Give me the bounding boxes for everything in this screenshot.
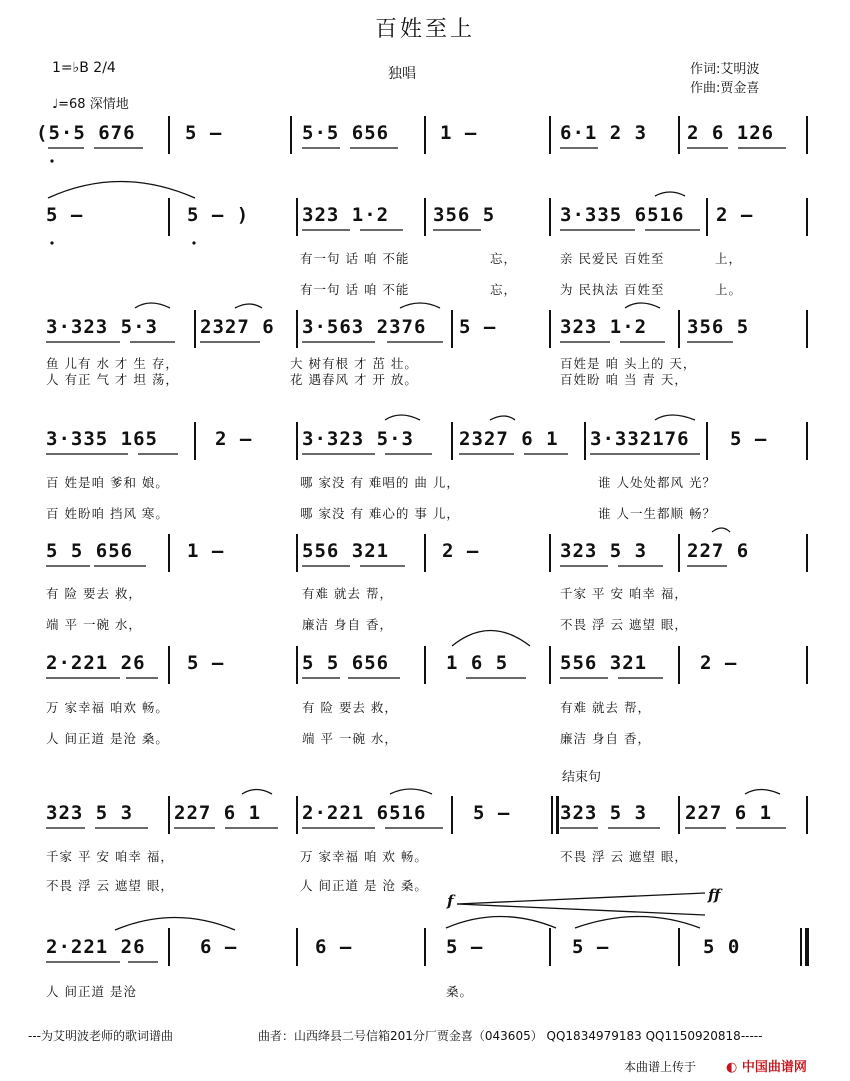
lyric-line: 为 民执法 百姓至 xyxy=(560,282,665,297)
composer-info: 曲者：山西绛县二号信箱201分厂贾金喜（043605） QQ1834979183 QQ1150920818----- xyxy=(258,1029,763,1043)
lyricist: 作词:艾明波 xyxy=(690,62,760,77)
lyric-line: 忘， xyxy=(490,251,518,266)
measure: 323 1·2 xyxy=(560,316,648,338)
lyric-line: 大 树有根 才 茁 壮。 xyxy=(290,356,418,371)
measure: 2 – xyxy=(716,204,754,226)
measure: 2·221 26 xyxy=(46,936,146,958)
measure: 2·221 6516 xyxy=(302,802,427,824)
lyric-line: 人 有正 气 才 坦 荡， xyxy=(46,372,179,387)
measure: 356 5 xyxy=(687,316,750,338)
lyric-line: 人 间正道 是 沧 桑。 xyxy=(300,878,428,893)
lyric-line: 不畏 浮 云 遮望 眼， xyxy=(560,617,688,632)
lyric-line: 百 姓盼咱 挡风 寒。 xyxy=(46,506,169,521)
lyric-line: 万 家幸福 咱 欢 畅。 xyxy=(300,849,428,864)
lyric-line: 上， xyxy=(715,251,743,266)
measure: 2 – xyxy=(700,652,738,674)
lyric-line: 有 险 要去 救， xyxy=(46,586,142,601)
measure: 5 – xyxy=(459,316,497,338)
lyric-line: 千家 平 安 咱幸 福， xyxy=(560,586,688,601)
lyric-line: 有 险 要去 救， xyxy=(302,700,398,715)
lyric-line: 千家 平 安 咱幸 福， xyxy=(46,849,174,864)
dynamic-forte: f xyxy=(447,892,454,910)
measure: 556 321 xyxy=(560,652,648,674)
dedication: ---为艾明波老师的歌词谱曲 xyxy=(28,1029,173,1043)
lyric-line: 不畏 浮 云 遮望 眼， xyxy=(46,878,174,893)
lyric-line: 万 家幸福 咱欢 畅。 xyxy=(46,700,169,715)
lyric-line: 不畏 浮 云 遮望 眼， xyxy=(560,849,688,864)
measure: 2 – xyxy=(215,428,253,450)
lyric-line: 百姓盼 咱 当 青 天， xyxy=(560,372,688,387)
lyric-line: 端 平 一碗 水， xyxy=(302,731,398,746)
tempo-marking: ♩=68 深情地 xyxy=(52,97,129,112)
measure: 5·5 656 xyxy=(302,122,390,144)
measure: 227 6 1 xyxy=(174,802,262,824)
measure: 5 – xyxy=(46,204,84,226)
lyric-line: 上。 xyxy=(715,282,743,297)
lyric-line: 鱼 儿有 水 才 生 存， xyxy=(46,356,179,371)
measure: 6 – xyxy=(200,936,238,958)
lyric-line: 人 间正道 是沧 桑。 xyxy=(46,731,169,746)
site-logo[interactable] xyxy=(726,1056,807,1075)
measure: 2327 6 xyxy=(200,316,275,338)
site-logo-text: 中国曲谱网 xyxy=(741,1060,807,1075)
measure: 5 – ) xyxy=(187,204,250,226)
composer: 作曲:贾金喜 xyxy=(690,81,760,96)
measure: 556 321 xyxy=(302,540,390,562)
measure: 3·323 5·3 xyxy=(46,316,158,338)
score-title: 百姓至上 xyxy=(374,17,475,42)
lyric-line: 有难 就去 帮， xyxy=(302,586,393,601)
lyric-line: 百姓是 咱 头上的 天， xyxy=(560,356,697,371)
lyric-line: 哪 家没 有 难心的 事 儿， xyxy=(300,506,460,521)
ending-marker: 结束句 xyxy=(562,770,602,785)
measure: 3·332176 xyxy=(590,428,690,450)
measure: 3·323 5·3 xyxy=(302,428,414,450)
lyric-line: 人 间正道 是沧 xyxy=(46,984,137,999)
measure: 323 5 3 xyxy=(560,540,648,562)
measure: 323 1·2 xyxy=(302,204,390,226)
lyric-line: 谁 人处处都风 光？ xyxy=(598,475,716,490)
measure: 227 6 1 xyxy=(685,802,773,824)
performance-mode: 独唱 xyxy=(388,66,416,82)
measure: (5·5 676 xyxy=(36,122,136,144)
lyric-line: 忘， xyxy=(490,282,518,297)
lyric-line: 百 姓是咱 爹和 娘。 xyxy=(46,475,169,490)
measure: 2 – xyxy=(442,540,480,562)
lyric-line: 廉洁 身自 香， xyxy=(560,731,651,746)
measure: 5 – xyxy=(185,122,223,144)
measure: 5 – xyxy=(473,802,511,824)
lyric-line: 有一句 话 咱 不能 xyxy=(300,282,410,297)
measure: 1 – xyxy=(440,122,478,144)
lyric-line: 桑。 xyxy=(446,984,474,999)
lyric-line: 端 平 一碗 水， xyxy=(46,617,142,632)
measure: 356 5 xyxy=(433,204,496,226)
lyric-line: 廉洁 身自 香， xyxy=(302,617,393,632)
measure: 3·563 2376 xyxy=(302,316,427,338)
logo-icon: ◐ xyxy=(726,1060,738,1075)
measure: 323 5 3 xyxy=(46,802,134,824)
measure: 5 – xyxy=(572,936,610,958)
measure: 3·335 6516 xyxy=(560,204,685,226)
measure: 5 – xyxy=(446,936,484,958)
upload-text: 本曲谱上传于 xyxy=(624,1060,697,1074)
lyric-line: 亲 民爱民 百姓至 xyxy=(560,251,665,266)
measure: 1 6 5 xyxy=(446,652,509,674)
dynamic-fortissimo: ff xyxy=(708,886,721,904)
measure: 6·1 2 3 xyxy=(560,122,648,144)
key-signature: 1=♭B 2/4 xyxy=(52,60,116,76)
measure: 2 6 126 xyxy=(687,122,775,144)
lyric-line: 花 遇春风 才 开 放。 xyxy=(290,372,418,387)
measure: 5 – xyxy=(730,428,768,450)
measure: 227 6 xyxy=(687,540,750,562)
measure: 1 – xyxy=(187,540,225,562)
measure: 5 5 656 xyxy=(302,652,390,674)
measure: 5 5 656 xyxy=(46,540,134,562)
measure: 5 0 xyxy=(703,936,741,958)
lyric-line: 有难 就去 帮， xyxy=(560,700,651,715)
lyric-line: 有一句 话 咱 不能 xyxy=(300,251,410,266)
measure: 3·335 165 xyxy=(46,428,158,450)
measure: 2·221 26 xyxy=(46,652,146,674)
lyric-line: 哪 家没 有 难唱的 曲 儿， xyxy=(300,475,460,490)
measure: 5 – xyxy=(187,652,225,674)
measure: 6 – xyxy=(315,936,353,958)
lyric-line: 谁 人一生都顺 畅？ xyxy=(598,506,716,521)
measure: 2327 6 1 xyxy=(459,428,559,450)
measure: 323 5 3 xyxy=(560,802,648,824)
